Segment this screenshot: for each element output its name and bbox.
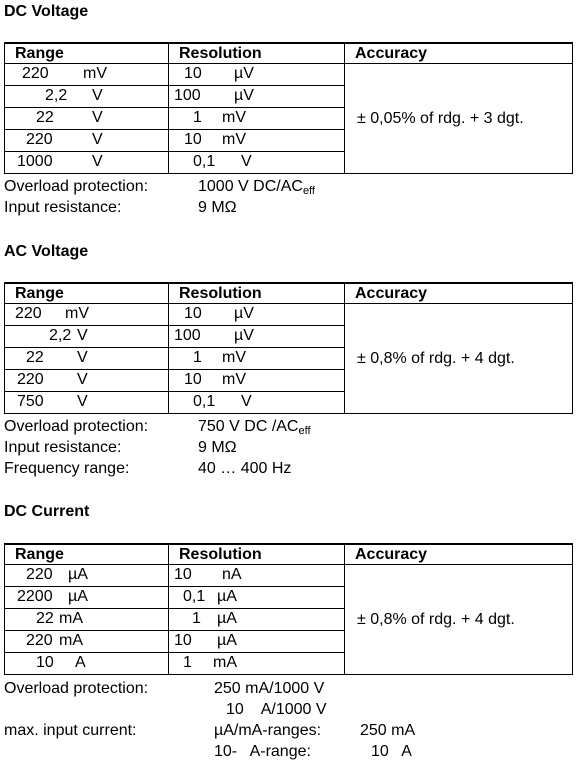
range-unit: V [92,131,103,148]
resolution-value: 0,1 [183,588,206,605]
overload-label: Overload protection: [4,680,149,697]
range-unit: V [77,393,88,410]
table-row [5,565,573,587]
resolution-value: 10 [184,371,202,388]
range-unit: V [77,327,88,344]
accuracy-cell: ± 0,8% of rdg. + 4 dgt. [345,565,573,675]
resolution-value: 0,1 [193,393,216,410]
table-header-row [5,43,573,64]
header-accuracy: Accuracy [345,283,573,304]
range-unit: V [77,371,88,388]
range-unit: V [77,349,88,366]
resolution-value: 10 [174,566,192,583]
overload-value-1: 250 mA/1000 V [214,680,325,697]
table-row [5,304,573,326]
header-range: Range [5,283,169,304]
resolution-value: 10 [184,305,202,322]
range-unit: A [75,654,86,671]
max-current-a-range-value: 10 A [371,743,412,760]
dc-voltage-table [4,42,573,174]
range-unit: V [92,109,103,126]
section-title-dc-current: DC Current [4,503,90,520]
range-value: 220 [26,131,53,148]
range-value: 220 [15,305,42,322]
input-resistance-label: Input resistance: [4,199,122,216]
resolution-value: 10 [184,65,202,82]
range-value: 2,2 [45,87,68,104]
header-resolution: Resolution [169,283,345,304]
overload-label: Overload protection: [4,178,149,195]
input-resistance-value: 9 MΩ [198,439,237,456]
table-header-row [5,544,573,565]
ac-voltage-table [4,282,573,414]
range-value: 220 [26,632,53,649]
range-value: 220 [26,566,53,583]
resolution-value: 1 [193,349,202,366]
dc-current-table [4,543,573,675]
resolution-value: 1 [193,109,202,126]
range-value: 22 [36,610,54,627]
range-value: 2,2 [49,327,72,344]
range-unit: mV [65,305,89,322]
range-value: 22 [36,109,54,126]
resolution-value: 10 [184,131,202,148]
table-header-row [5,283,573,304]
resolution-unit: µA [217,632,237,649]
resolution-unit: mV [222,349,246,366]
max-current-a-range-label: 10- A-range: [214,743,311,760]
range-value: 1000 [17,153,53,170]
header-resolution: Resolution [169,43,345,64]
range-value: 10 [36,654,54,671]
range-unit: mA [59,610,83,627]
input-resistance-label: Input resistance: [4,439,122,456]
frequency-range-label: Frequency range: [4,460,130,477]
resolution-value: 1 [183,654,192,671]
header-range: Range [5,43,169,64]
accuracy-cell: ± 0,8% of rdg. + 4 dgt. [345,304,573,414]
range-value: 750 [17,393,44,410]
max-input-current-label: max. input current: [4,722,137,739]
resolution-unit: µA [217,610,237,627]
resolution-unit: V [241,153,252,170]
resolution-unit: mV [222,109,246,126]
resolution-value: 100 [174,87,201,104]
overload-value: 1000 V $DC/AC_{eff}$ [198,178,315,197]
resolution-unit: V [241,393,252,410]
range-value: 22 [26,349,44,366]
header-resolution: Resolution [169,544,345,565]
resolution-unit: nA [222,566,242,583]
section-title-dc-voltage: DC Voltage [4,3,89,20]
resolution-unit: mA [213,654,237,671]
range-unit: V [92,87,103,104]
resolution-unit: µV [234,87,254,104]
input-resistance-value: 9 MΩ [198,199,237,216]
frequency-range-value: 40 … 400 Hz [198,460,292,477]
max-current-ranges-label: µA/mA-ranges: [214,722,322,739]
header-range: Range [5,544,169,565]
resolution-unit: µA [217,588,237,605]
resolution-unit: µV [234,65,254,82]
range-unit: mA [59,632,83,649]
max-current-ranges-value: 250 mA [360,722,416,739]
resolution-value: 0,1 [193,153,216,170]
resolution-unit: µV [234,327,254,344]
resolution-unit: mV [222,371,246,388]
range-value: 2200 [17,588,53,605]
range-unit: µA [68,588,88,605]
resolution-value: 100 [174,327,201,344]
overload-value-2: 10 A/1000 V [226,701,327,718]
range-unit: V [92,153,103,170]
range-value: 220 [17,371,44,388]
resolution-unit: µV [234,305,254,322]
range-unit: µA [68,566,88,583]
accuracy-cell: ± 0,05% of rdg. + 3 dgt. [345,64,573,174]
range-value: 220 [22,65,49,82]
header-accuracy: Accuracy [345,43,573,64]
table-row [5,64,573,86]
header-accuracy: Accuracy [345,544,573,565]
overload-label: Overload protection: [4,418,149,435]
range-unit: mV [83,65,107,82]
resolution-value: 1 [192,610,201,627]
overload-value: 750 V DC $/AC_{eff}$ [198,418,311,437]
resolution-unit: mV [222,131,246,148]
resolution-value: 10 [174,632,192,649]
section-title-ac-voltage: AC Voltage [4,243,89,260]
